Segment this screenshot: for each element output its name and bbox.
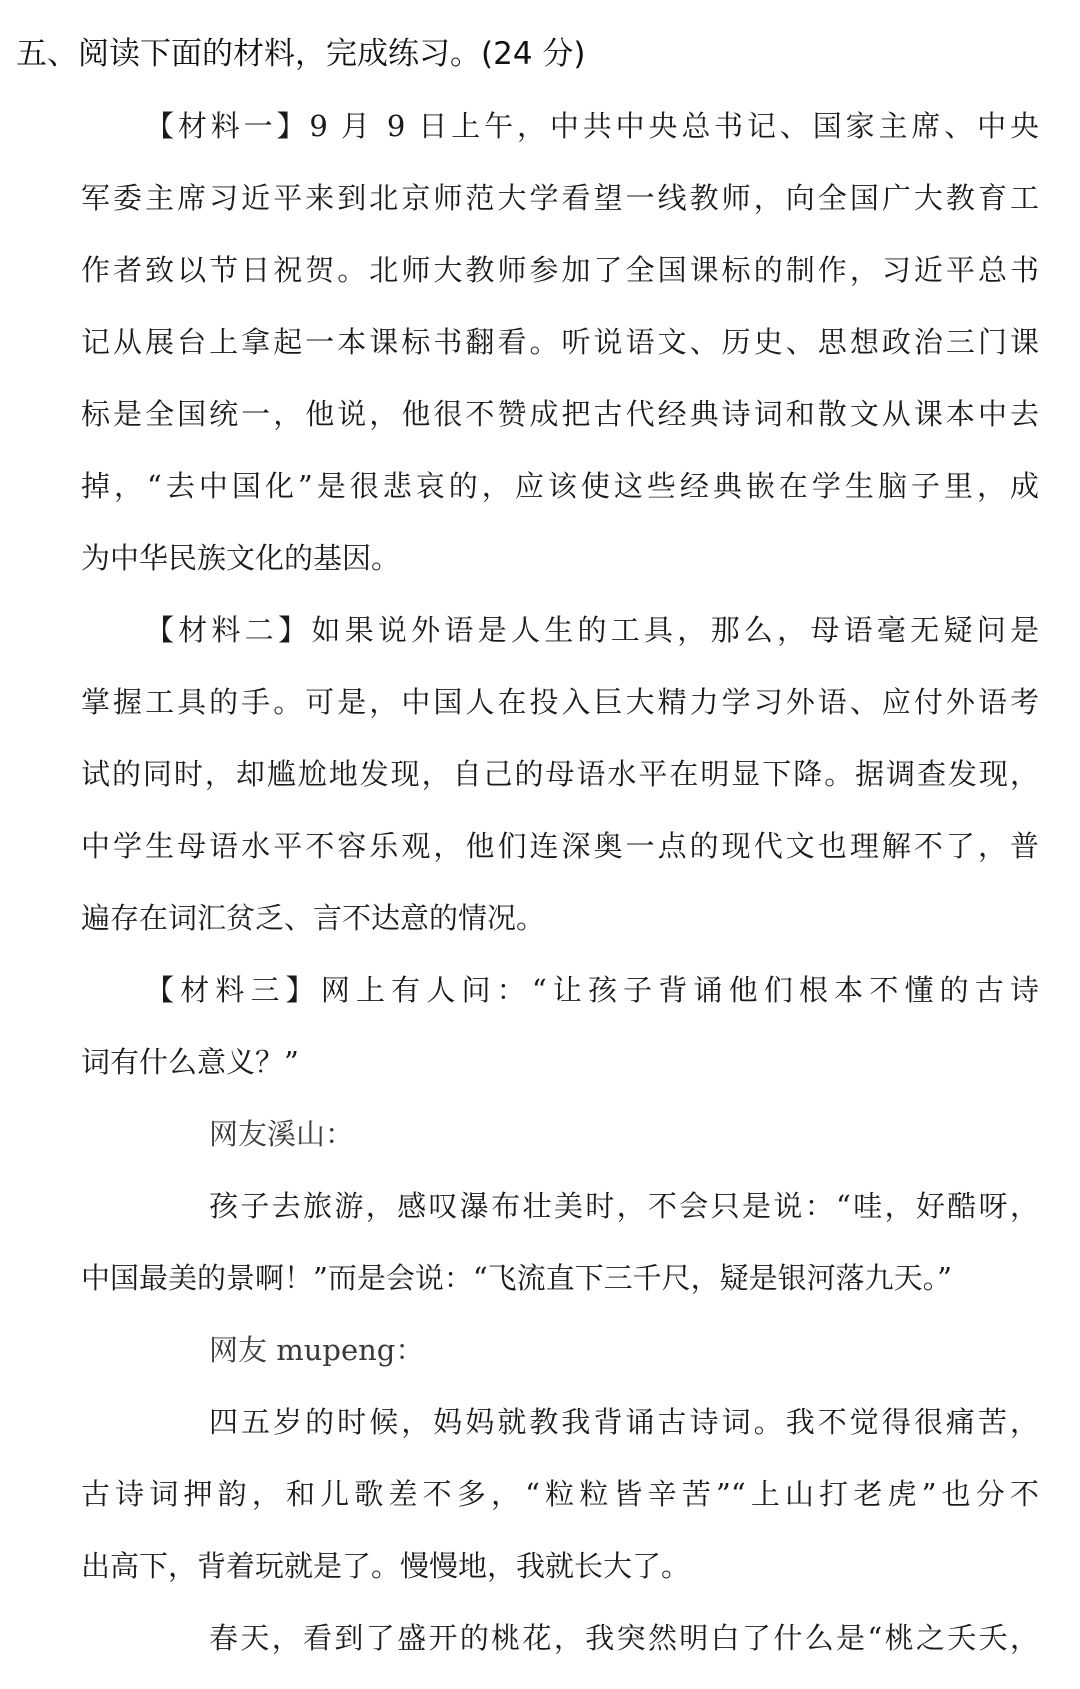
reading-material-body [81,90,1039,1674]
netizen-name: 网友溪山： [209,1117,355,1151]
material-2-line: 掌握工具的手。可是，中国人在投入巨大精力学习外语、应付外语考 [81,685,1039,719]
continuation-paragraph [81,1602,1039,1674]
netizen-mupeng-comment [81,1314,1039,1602]
material-1-line: 为中华民族文化的基因。 [81,541,401,575]
continuation-line: 春天，看到了盛开的桃花，我突然明白了什么是“桃之夭夭， [209,1621,1039,1655]
material-1-line: 【材料一】9 月 9 日上午，中共中央总书记、国家主席、中央 [145,109,1039,143]
material-3-line: 词有什么意义？” [81,1045,299,1079]
netizen-comment-line: 古诗词押韵，和儿歌差不多，“粒粒皆辛苦”“上山打老虎”也分不 [81,1477,1039,1511]
material-2-line: 【材料二】如果说外语是人生的工具，那么，母语毫无疑问是 [145,613,1039,647]
material-2-line: 试的同时，却尴尬地发现，自己的母语水平在明显下降。据调查发现， [81,757,1039,791]
netizen-comment-line: 四五岁的时候，妈妈就教我背诵古诗词。我不觉得很痛苦， [209,1405,1039,1439]
material-1-line: 标是全国统一，他说，他很不赞成把古代经典诗词和散文从课本中去 [81,397,1039,431]
material-1-line: 记从展台上拿起一本课标书翻看。听说语文、历史、思想政治三门课 [81,325,1039,359]
netizen-comment-line: 中国最美的景啊！”而是会说：“飞流直下三千尺，疑是银河落九天。” [81,1261,952,1295]
netizen-name: 网友 mupeng： [209,1333,425,1367]
material-3-paragraph [81,954,1039,1098]
netizen-comment-line: 孩子去旅游，感叹瀑布壮美时，不会只是说：“哇，好酷呀， [209,1189,1039,1223]
material-1-line: 作者致以节日祝贺。北师大教师参加了全国课标的制作，习近平总书 [81,253,1039,287]
material-2-line: 中学生母语水平不容乐观，他们连深奥一点的现代文也理解不了，普 [81,829,1039,863]
material-2-paragraph [81,594,1039,954]
material-1-line: 掉，“去中国化”是很悲哀的，应该使这些经典嵌在学生脑子里，成 [81,469,1039,503]
material-1-paragraph [81,90,1039,594]
netizen-xishan-comment [81,1098,1039,1314]
material-1-line: 军委主席习近平来到北京师范大学看望一线教师，向全国广大教育工 [81,181,1039,215]
material-3-line: 【材料三】网上有人问：“让孩子背诵他们根本不懂的古诗 [145,973,1039,1007]
netizen-comment-line: 出高下，背着玩就是了。慢慢地，我就长大了。 [81,1549,691,1583]
question-title: 五、阅读下面的材料，完成练习。(24 分) [16,36,586,72]
material-2-line: 遍存在词汇贫乏、言不达意的情况。 [81,901,546,935]
